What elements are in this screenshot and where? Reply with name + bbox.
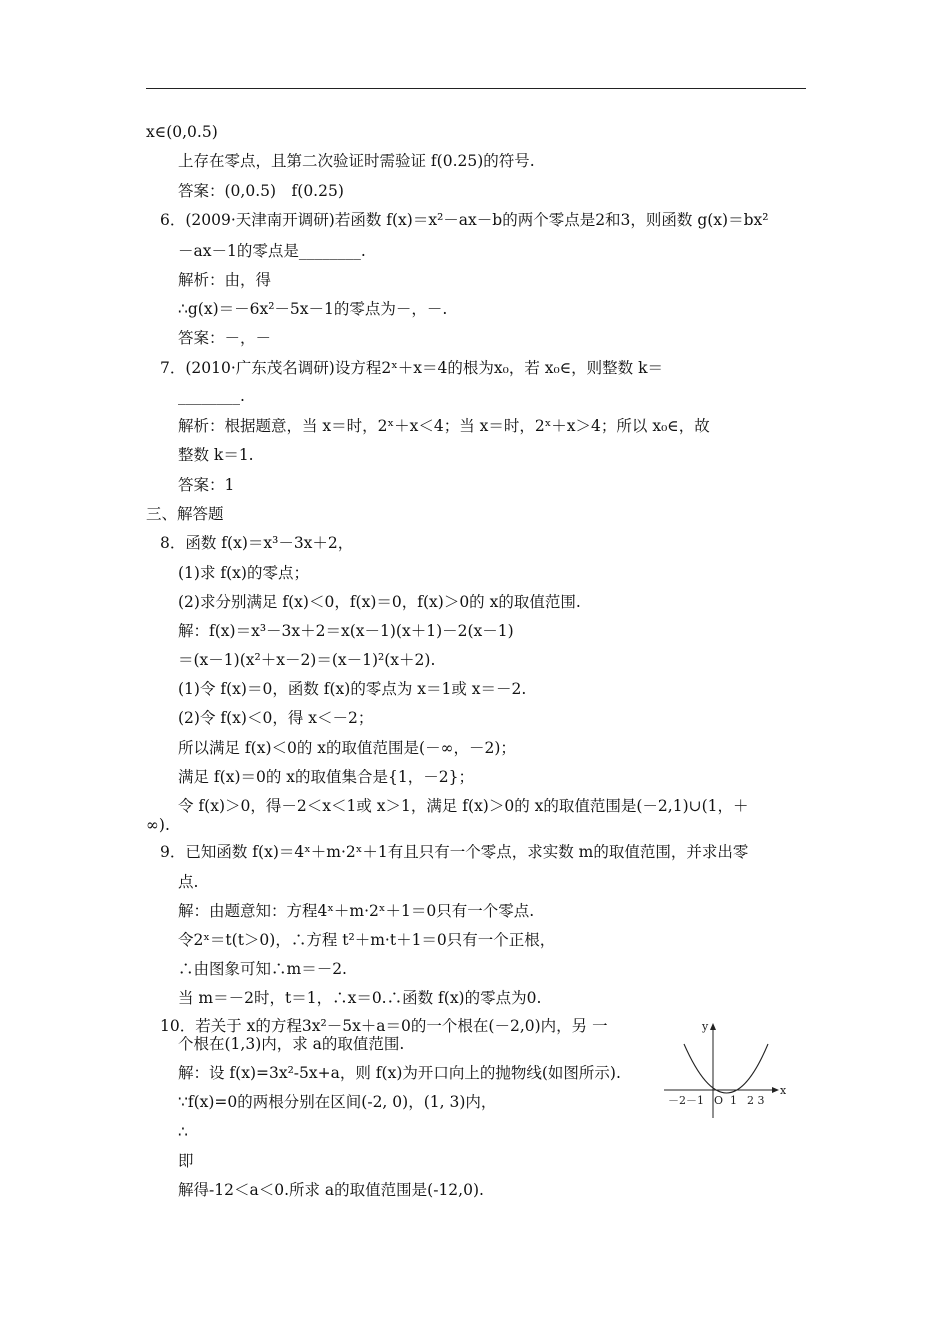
text-line: (1)令 f(x)＝0，函数 f(x)的零点为 x＝1或 x＝－2. [178,680,527,698]
y-axis-arrow-icon [710,1023,716,1030]
text-line: (1)求 f(x)的零点； [178,564,309,582]
text-line: 解析：根据题意，当 x＝时，2ˣ＋x＜4；当 x＝时，2ˣ＋x＞4；所以 x₀∈，故 [178,417,710,435]
text-line: ∴由图象可知∴m＝－2. [178,960,347,978]
text-line: 即 [178,1152,194,1170]
text-line: ∴g(x)＝－6x²－5x－1的零点为－，－. [178,300,448,318]
tick-labels-left: －2－1 [668,1094,704,1107]
text-line: 点. [178,873,199,891]
text-line: ∴ [178,1123,188,1141]
text-line: ∞). [146,816,170,834]
answer-line: 答案：－，－ [178,329,272,347]
text-line: 满足 f(x)＝0的 x的取值集合是{1，－2}； [178,768,474,786]
text-line: x∈(0,0.5) [146,123,218,141]
text-line: ________. [178,387,245,405]
question-8: 8．函数 f(x)＝x³－3x＋2， [160,534,354,552]
text-line: 上存在零点，且第二次验证时需验证 f(0.25)的符号. [178,152,535,170]
tick-labels-right: 2 3 [747,1094,765,1107]
text-line: 当 m＝－2时，t＝1，∴x＝0.∴函数 f(x)的零点为0. [178,989,542,1007]
section-heading: 三、解答题 [146,505,224,523]
parabola-curve [684,1044,768,1093]
text-line: 整数 k＝1. [178,446,254,464]
text-line: 所以满足 f(x)＜0的 x的取值范围是(－∞，－2)； [178,739,516,757]
question-7: 7．(2010·广东茂名调研)设方程2ˣ＋x＝4的根为x₀，若 x₀∈，则整数 k＝ [160,359,663,377]
text-line: 个根在(1,3)内，求 a的取值范围. [178,1035,405,1053]
origin-label: O [714,1094,724,1107]
parabola-figure [660,1018,786,1122]
header-rule [146,88,806,89]
x-axis-arrow-icon [772,1087,779,1093]
text-line: ∵f(x)=0的两根分别在区间(-2, 0)，(1, 3)内， [178,1093,497,1111]
text-line: 令2ˣ＝t(t＞0)，∴方程 t²＋m·t＋1＝0只有一个正根， [178,931,556,949]
text-line: 解：设 f(x)=3x²-5x+a，则 f(x)为开口向上的抛物线(如图所示). [178,1064,621,1082]
text-line: 解：f(x)＝x³－3x＋2＝x(x－1)(x＋1)－2(x－1) [178,622,514,640]
question-9: 9．已知函数 f(x)＝4ˣ＋m·2ˣ＋1有且只有一个零点，求实数 m的取值范围，并求出零 [160,843,749,861]
text-line: 解析：由，得 [178,271,272,289]
text-line: 解得-12＜a＜0.所求 a的取值范围是(-12,0). [178,1181,484,1199]
text-line: (2)令 f(x)＜0，得 x＜－2； [178,709,374,727]
answer-line: 答案：1 [178,476,235,494]
text-line: ＝(x－1)(x²＋x－2)＝(x－1)²(x＋2). [178,651,436,669]
answer-line: 答案：(0,0.5) f(0.25) [178,182,344,200]
y-axis-label: y [702,1020,709,1033]
text-line: 解：由题意知：方程4ˣ＋m·2ˣ＋1＝0只有一个零点. [178,902,535,920]
text-line: (2)求分别满足 f(x)＜0，f(x)＝0，f(x)＞0的 x的取值范围. [178,593,581,611]
text-line: －ax－1的零点是________. [178,242,366,260]
x-axis-label: x [780,1084,786,1097]
tick-label-1: 1 [730,1094,737,1107]
question-10: 10．若关于 x的方程3x²－5x＋a＝0的一个根在(－2,0)内，另 一 [160,1017,608,1035]
question-6: 6．(2009·天津南开调研)若函数 f(x)＝x²－ax－b的两个零点是2和3，则函数 g(x)＝bx² [160,211,769,229]
text-line: 令 f(x)＞0，得－2＜x＜1或 x＞1，满足 f(x)＞0的 x的取值范围是(－2,1)∪(1，＋ [178,797,749,815]
